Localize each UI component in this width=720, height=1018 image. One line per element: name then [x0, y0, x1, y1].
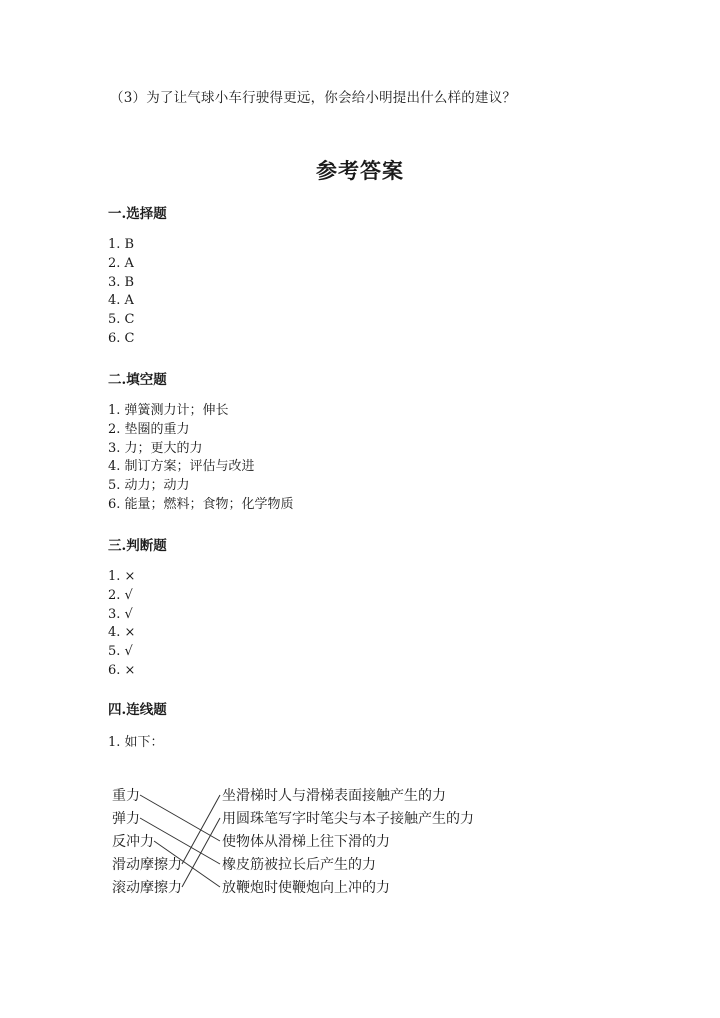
answer-title: 参考答案: [316, 158, 404, 183]
matching-left-item: 滑动摩擦力: [112, 857, 182, 873]
matching-right-item: 坐滑梯时人与滑梯表面接触产生的力: [222, 788, 446, 804]
item-answer: √: [124, 587, 133, 603]
item-answer: ×: [124, 662, 136, 678]
list-item: [108, 330, 135, 349]
list-item: [108, 440, 294, 459]
item-number: 2.: [108, 587, 121, 603]
item-number: 6.: [108, 330, 121, 346]
item-answer: 动力；动力: [124, 478, 190, 494]
matching-left-item: 反冲力: [112, 834, 154, 850]
item-number: 1.: [108, 569, 121, 584]
item-number: 6.: [108, 496, 121, 512]
matching-left-item: 弹力: [112, 811, 140, 827]
item-number: 3.: [108, 274, 121, 290]
matching-answer-list: [108, 734, 164, 753]
item-answer: 制订方案；评估与改进: [124, 459, 255, 475]
list-item: [108, 624, 135, 643]
item-number: 1.: [108, 403, 121, 418]
item-answer: 力；更大的力: [124, 440, 203, 456]
judge-answer-list: [108, 568, 135, 681]
list-item: [108, 421, 294, 440]
item-number: 4.: [108, 293, 121, 309]
list-item: [108, 292, 135, 311]
list-item: [108, 496, 294, 515]
list-item: [108, 643, 135, 662]
matching-right-item: 橡皮筋被拉长后产生的力: [222, 857, 376, 873]
section-heading-choice: 一.选择题: [108, 206, 167, 222]
item-number: 3.: [108, 606, 121, 622]
matching-right-item: 使物体从滑梯上往下滑的力: [222, 834, 390, 850]
item-number: 2.: [108, 255, 121, 271]
item-number: 5.: [108, 312, 121, 328]
item-answer: C: [124, 312, 135, 328]
section-heading-fill: 二.填空题: [108, 372, 167, 388]
item-number: 5.: [108, 644, 121, 660]
item-answer: C: [124, 330, 135, 346]
question-text: （3）为了让气球小车行驶得更远，你会给小明提出什么样的建议？: [110, 90, 517, 106]
item-answer: B: [124, 237, 135, 252]
item-answer: ×: [124, 625, 136, 641]
choice-answer-list: [108, 236, 135, 349]
item-answer: √: [124, 606, 133, 622]
item-number: 4.: [108, 625, 121, 641]
list-item: [108, 458, 294, 477]
list-item: [108, 662, 135, 681]
list-item: [108, 402, 294, 421]
item-answer: 弹簧测力计；伸长: [124, 403, 229, 418]
item-answer: A: [124, 293, 134, 309]
list-item: [108, 568, 135, 587]
item-answer: ×: [124, 569, 136, 584]
item-answer: 能量；燃料；食物；化学物质: [124, 496, 294, 512]
item-number: 3.: [108, 440, 121, 456]
list-item: [108, 477, 294, 496]
matching-diagram: [108, 776, 508, 906]
matching-left-item: 重力: [112, 788, 140, 804]
list-item: [108, 236, 135, 255]
list-item: [108, 255, 135, 274]
matching-left-item: 滚动摩擦力: [112, 880, 182, 896]
list-item: [108, 734, 164, 753]
item-answer: 如下：: [124, 735, 164, 750]
matching-right-item: 用圆珠笔写字时笔尖与本子接触产生的力: [222, 811, 474, 827]
item-answer: √: [124, 644, 133, 660]
list-item: [108, 606, 135, 625]
item-number: 1.: [108, 237, 121, 252]
list-item: [108, 311, 135, 330]
item-number: 5.: [108, 478, 121, 494]
fill-answer-list: [108, 402, 294, 515]
item-number: 2.: [108, 421, 121, 437]
item-answer: B: [124, 274, 135, 290]
item-answer: A: [124, 255, 134, 271]
item-answer: 垫圈的重力: [124, 421, 190, 437]
item-number: 6.: [108, 662, 121, 678]
item-number: 1.: [108, 735, 121, 750]
match-line: [182, 818, 220, 887]
section-heading-matching: 四.连线题: [108, 702, 167, 718]
matching-right-item: 放鞭炮时使鞭炮向上冲的力: [222, 880, 390, 896]
item-number: 4.: [108, 459, 121, 475]
list-item: [108, 274, 135, 293]
section-heading-judge: 三.判断题: [108, 538, 167, 554]
list-item: [108, 587, 135, 606]
